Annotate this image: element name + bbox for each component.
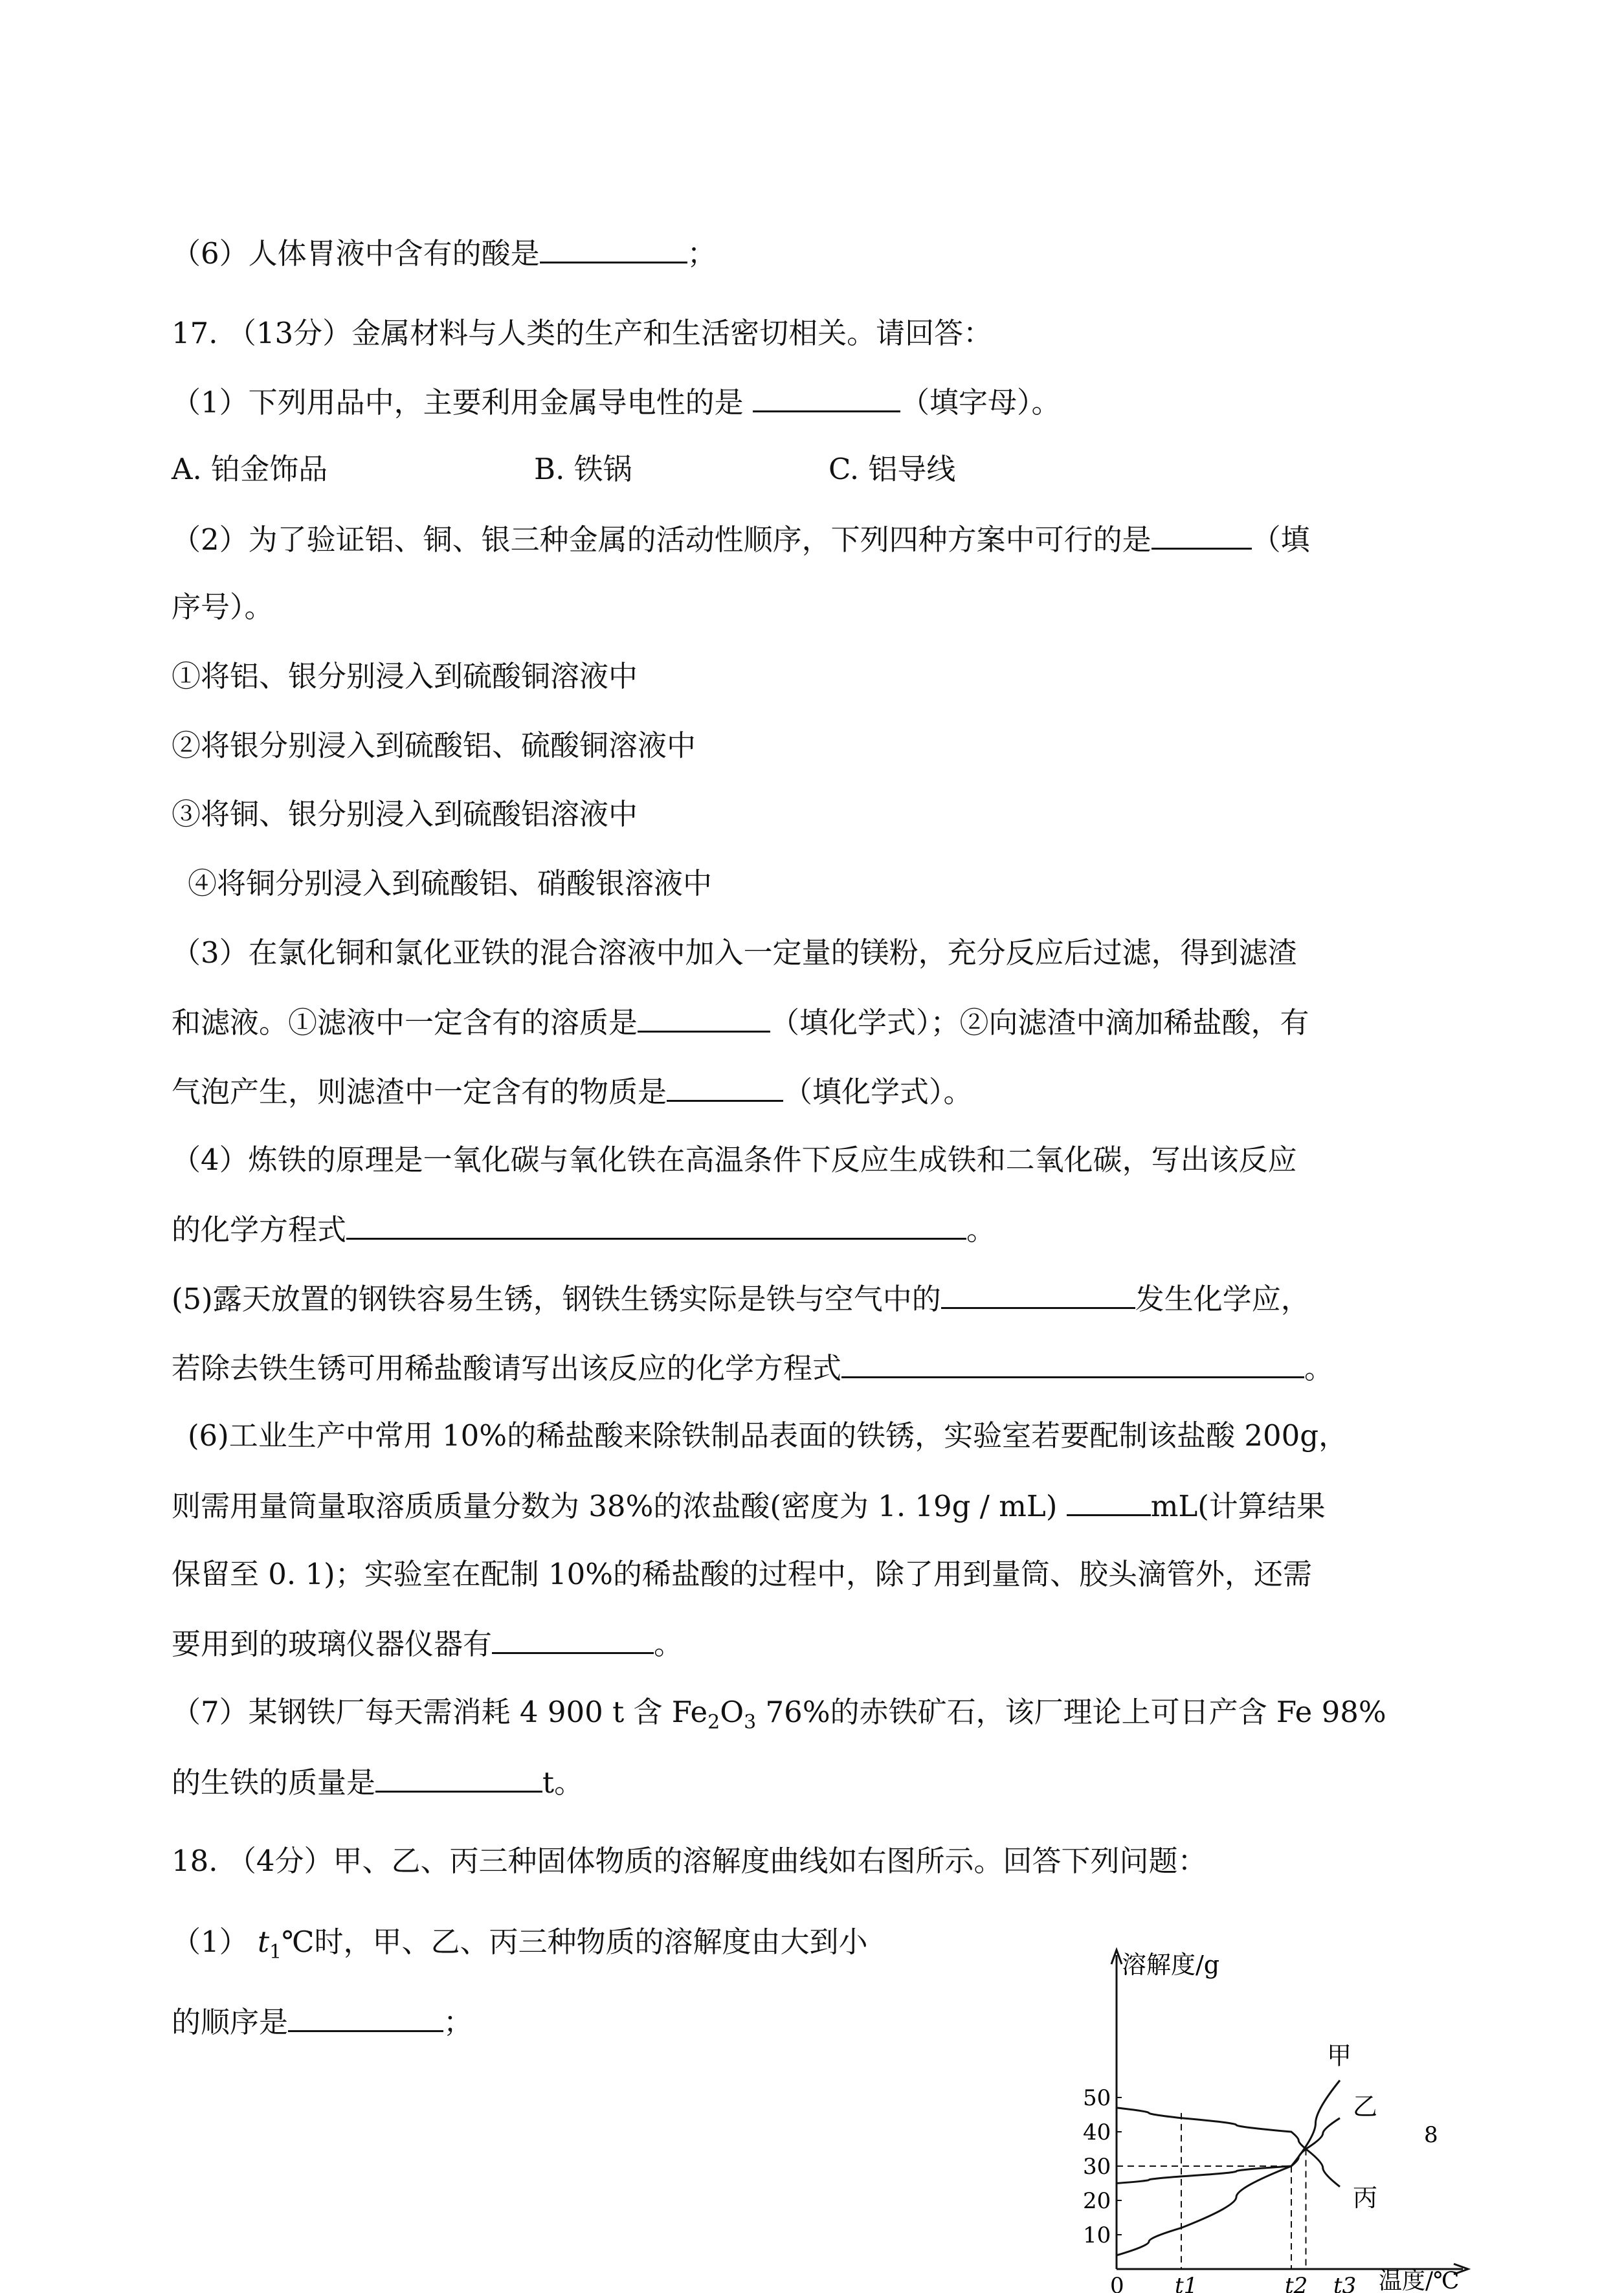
q17-part7-l1: （7）某钢铁厂每天需消耗 4 900 t 含 $Fe_2O_3$ 76%的赤铁矿石，该厂理论上可日产含 Fe 98%	[172, 1695, 1386, 1734]
y-tick-label: 10	[1083, 2222, 1111, 2248]
q17-part3-l2: 和滤液。①滤液中一定含有的溶质是 （填化学式）；②向滤渣中滴加稀盐酸，有	[172, 1002, 1309, 1042]
scheme-1: ①将铝、银分别浸入到硫酸铜溶液中	[172, 659, 638, 693]
answer-blank[interactable]	[841, 1348, 1304, 1378]
q17-part2-cont: 序号）。	[172, 590, 274, 624]
answer-blank[interactable]	[667, 1071, 783, 1102]
x-tick-label: t1	[1175, 2273, 1198, 2293]
series-label-1: 甲	[1327, 2041, 1352, 2070]
scheme-4: ④将铜分别浸入到硫酸铝、硝酸银溶液中	[188, 866, 713, 900]
y-tick-label: 20	[1083, 2188, 1111, 2214]
y-axis-label: 溶解度/g	[1122, 1951, 1220, 1979]
y-tick-label: 30	[1083, 2154, 1111, 2180]
answer-blank[interactable]	[638, 1002, 770, 1033]
q18-part1-l1: （1） $t_1℃$时，甲、乙、丙三种物质的溶解度由大到小	[172, 1925, 868, 1963]
q17-part1: （1）下列用品中，主要利用金属导电性的是 （填字母）。	[172, 382, 1060, 422]
q17-part5-l2: 若除去铁生锈可用稀盐酸请写出该反应的化学方程式 。	[172, 1348, 1333, 1388]
answer-blank[interactable]	[1067, 1486, 1151, 1516]
q17-option-b: B. 铁锅	[534, 452, 632, 486]
annotation-label: 8	[1424, 2121, 1438, 2148]
answer-blank[interactable]	[346, 1209, 966, 1240]
q17-part3-l3: 气泡产生，则滤渣中一定含有的物质是 （填化学式）。	[172, 1071, 973, 1112]
y-tick-label: 50	[1083, 2085, 1111, 2111]
solubility-chart	[1062, 1936, 1489, 2293]
answer-blank[interactable]	[288, 2002, 443, 2032]
q17-option-a: A. 铂金饰品	[172, 452, 328, 486]
q16-item6: （6）人体胃液中含有的酸是 ；	[172, 233, 717, 273]
y-tick-label: 40	[1083, 2120, 1111, 2145]
answer-blank[interactable]	[1151, 519, 1252, 550]
q17-part6-l4: 要用到的玻璃仪器仪器有 。	[172, 1624, 683, 1664]
x-axis-label: 温度/℃	[1379, 2268, 1460, 2293]
answer-blank[interactable]	[540, 233, 687, 263]
answer-blank[interactable]	[753, 382, 900, 412]
series-label-3: 丙	[1353, 2183, 1378, 2212]
scheme-2: ②将银分别浸入到硫酸铝、硫酸铜溶液中	[172, 728, 696, 763]
answer-blank[interactable]	[941, 1279, 1135, 1309]
q17-part6-l3: 保留至 0. 1)；实验室在配制 10%的稀盐酸的过程中，除了用到量筒、胶头滴管外，还需	[172, 1557, 1313, 1591]
q17-part6-l1: (6)工业生产中常用 10%的稀盐酸来除铁制品表面的铁锈，实验室若要配制该盐酸 200g，	[188, 1418, 1348, 1453]
q18-part1-l2: 的顺序是 ；	[172, 2002, 473, 2042]
question-17-header: 17. （13分）金属材料与人类的生产和生活密切相关。请回答：	[172, 316, 993, 350]
q17-part2: （2）为了验证铝、铜、银三种金属的活动性顺序，下列四种方案中可行的是 （填	[172, 519, 1310, 559]
q17-part5-l1: (5)露天放置的钢铁容易生锈，钢铁生锈实际是铁与空气中的 发生化学应，	[172, 1279, 1310, 1319]
q17-option-c: C. 铝导线	[829, 452, 956, 486]
q17-part6-l2: 则需用量筒量取溶质质量分数为 38%的浓盐酸(密度为 1. 19g / mL) mL(计算结果	[172, 1486, 1326, 1526]
answer-blank[interactable]	[492, 1624, 654, 1654]
q17-part3-l1: （3）在氯化铜和氯化亚铁的混合溶液中加入一定量的镁粉，充分反应后过滤，得到滤渣	[172, 935, 1297, 970]
series-label-2: 乙	[1353, 2092, 1378, 2121]
q17-part7-l2: 的生铁的质量是 t。	[172, 1762, 583, 1802]
x-tick-label: t2	[1285, 2273, 1308, 2293]
x-tick-label: t3	[1333, 2273, 1357, 2293]
q17-part4-l1: （4）炼铁的原理是一氧化碳与氧化铁在高温条件下反应生成铁和二氧化碳，写出该反应	[172, 1143, 1297, 1177]
answer-blank[interactable]	[375, 1762, 542, 1793]
q17-part4-l2: 的化学方程式 。	[172, 1209, 996, 1249]
x-tick-label: 0	[1110, 2273, 1124, 2293]
scheme-3: ③将铜、银分别浸入到硫酸铝溶液中	[172, 797, 638, 831]
question-18-header: 18. （4分）甲、乙、丙三种固体物质的溶解度曲线如右图所示。回答下列问题：	[172, 1844, 1207, 1878]
